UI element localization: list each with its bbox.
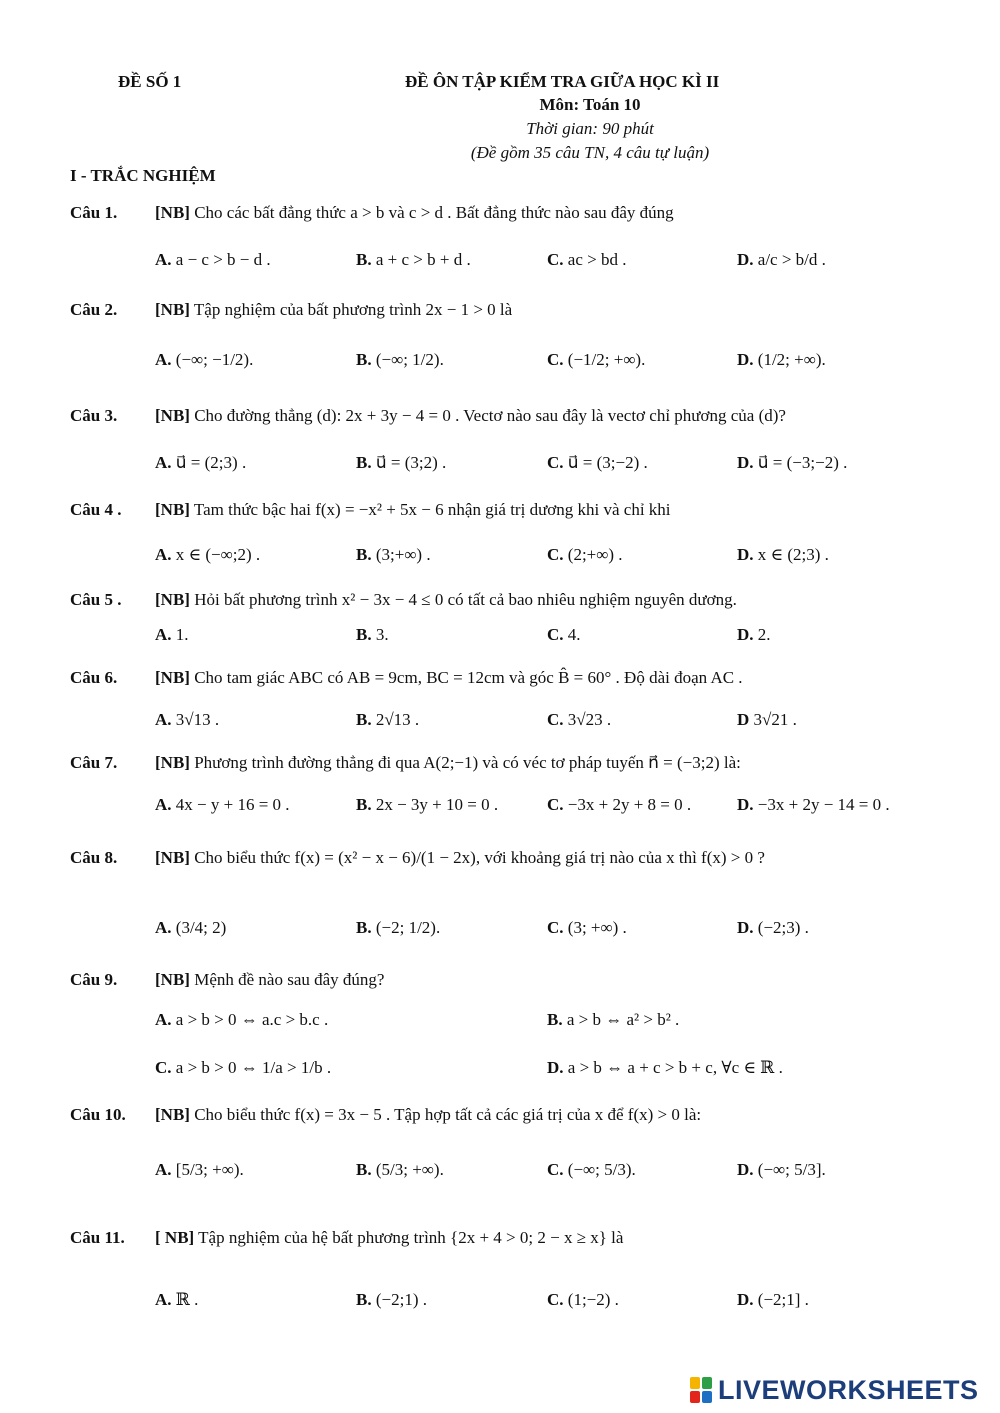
answer-option-text: (3;+∞) . [375, 545, 431, 564]
answer-option-label: A. [155, 918, 172, 937]
answer-option[interactable] [356, 1160, 444, 1180]
question-number: Câu 2. [70, 300, 118, 319]
answer-option-label: A. [155, 795, 172, 814]
answer-option-text: a > b ⇔ a² > b² . [566, 1010, 680, 1029]
answer-option-text: a > b > 0 ⇔ 1/a > 1/b . [175, 1058, 332, 1077]
answer-option[interactable] [356, 453, 446, 473]
answer-option[interactable] [356, 545, 431, 565]
answer-option[interactable] [547, 1058, 783, 1078]
question-line [155, 203, 674, 223]
answer-option[interactable] [356, 350, 444, 370]
question-line [155, 300, 512, 320]
answer-option-text: 2. [757, 625, 771, 644]
answer-option-text: −3x + 2y + 8 = 0 . [567, 795, 692, 814]
question-line [155, 848, 765, 868]
section-title: I - TRẮC NGHIỆM [70, 166, 216, 185]
question-text: Cho biểu thức f(x) = (x² − x − 6)/(1 − 2x), với khoảng giá trị nào của x thì f(x) > 0 ? [194, 848, 765, 867]
answer-option-text: (−∞; 1/2). [375, 350, 444, 369]
liveworksheets-logo [690, 1372, 979, 1408]
question-text: Tập nghiệm của bất phương trình 2x − 1 > 0 là [193, 300, 513, 319]
answer-option-label: B. [356, 545, 372, 564]
question-line [155, 753, 741, 773]
answer-option[interactable] [155, 625, 189, 645]
exam-number: ĐỀ SỐ 1 [118, 72, 182, 91]
answer-option-label: B. [356, 1160, 372, 1179]
answer-option[interactable] [155, 545, 260, 565]
answer-option-text: (−∞; 5/3). [567, 1160, 636, 1179]
answer-option-text: ac > bd . [567, 250, 627, 269]
answer-option[interactable] [155, 453, 246, 473]
answer-option-text: a + c > b + d . [375, 250, 471, 269]
question-line [155, 590, 737, 610]
answer-option-text: (−2;1] . [757, 1290, 809, 1309]
question-tag: [NB] [155, 848, 190, 867]
exam-note: (Đề gồm 35 câu TN, 4 câu tự luận) [470, 143, 710, 162]
answer-option-text: a > b > 0 ⇔ a.c > b.c . [175, 1010, 329, 1029]
answer-option-text: (1;−2) . [567, 1290, 619, 1309]
answer-option-label: D. [737, 350, 754, 369]
answer-option-text: (5/3; +∞). [375, 1160, 444, 1179]
answer-option[interactable] [356, 795, 498, 815]
answer-option-label: C. [547, 795, 564, 814]
question-number: Câu 4 . [70, 500, 122, 519]
question-tag: [NB] [155, 970, 190, 989]
answer-option[interactable] [737, 625, 771, 645]
answer-option[interactable] [547, 625, 581, 645]
answer-option-label: A. [155, 710, 172, 729]
answer-option[interactable] [155, 1058, 331, 1078]
answer-option-text: (−2; 1/2). [375, 918, 441, 937]
question-number: Câu 3. [70, 406, 118, 425]
question-text: Cho các bất đẳng thức a > b và c > d . Bất đẳng thức nào sau đây đúng [194, 203, 674, 222]
answer-option-text: (3; +∞) . [567, 918, 627, 937]
answer-option[interactable] [356, 250, 471, 270]
answer-option[interactable] [356, 1290, 427, 1310]
answer-option[interactable] [547, 545, 623, 565]
logo-text: LIVEWORKSHEETS [718, 1374, 979, 1405]
exam-subject: Môn: Toán 10 [539, 95, 641, 114]
answer-option[interactable] [155, 1290, 198, 1310]
answer-option-text: 3√21 . [753, 710, 797, 729]
answer-option-label: A. [155, 453, 172, 472]
answer-option[interactable] [155, 1160, 244, 1180]
answer-option-text: u⃗ = (3;2) . [375, 453, 447, 472]
answer-option-label: A. [155, 625, 172, 644]
answer-option-label: D. [737, 250, 754, 269]
answer-option-label: B. [356, 1290, 372, 1309]
answer-option-text: [5/3; +∞). [175, 1160, 244, 1179]
answer-option[interactable] [737, 545, 829, 565]
answer-option-text: ℝ . [175, 1290, 199, 1309]
answer-option-text: 3√13 . [175, 710, 220, 729]
answer-option[interactable] [547, 710, 611, 730]
answer-option-label: B. [547, 1010, 563, 1029]
answer-option-label: A. [155, 250, 172, 269]
question-line [155, 668, 743, 688]
answer-option-label: C. [547, 625, 564, 644]
answer-option-label: C. [547, 710, 564, 729]
answer-option[interactable] [737, 350, 826, 370]
question-tag: [NB] [155, 668, 190, 687]
answer-option-text: 2x − 3y + 10 = 0 . [375, 795, 499, 814]
question-line [155, 970, 384, 990]
answer-option[interactable] [737, 1160, 826, 1180]
answer-option-text: (3/4; 2) [175, 918, 227, 937]
answer-option-text: a > b ⇔ a + c > b + c, ∀c ∈ ℝ . [567, 1058, 783, 1077]
answer-option-label: B. [356, 250, 372, 269]
question-number: Câu 1. [70, 203, 118, 222]
question-text: Phương trình đường thẳng đi qua A(2;−1) và có véc tơ pháp tuyến n⃗ = (−3;2) là: [194, 753, 741, 772]
answer-option[interactable] [547, 350, 645, 370]
answer-option-label: A. [155, 1160, 172, 1179]
question-number: Câu 8. [70, 848, 118, 867]
answer-option-text: u⃗ = (2;3) . [175, 453, 247, 472]
answer-option-label: A. [155, 350, 172, 369]
question-tag: [NB] [155, 1105, 190, 1124]
answer-option-label: B. [356, 795, 372, 814]
liveworksheets-logo-icon [690, 1377, 712, 1403]
answer-option-label: C. [547, 1160, 564, 1179]
answer-option-label: D. [737, 453, 754, 472]
question-tag: [NB] [155, 590, 190, 609]
answer-option-text: (−∞; 5/3]. [757, 1160, 826, 1179]
answer-option-label: D. [737, 545, 754, 564]
exam-title: ĐỀ ÔN TẬP KIỂM TRA GIỮA HỌC KÌ II [405, 72, 720, 91]
answer-option-label: B. [356, 918, 372, 937]
answer-option[interactable] [356, 710, 419, 730]
answer-option-label: B. [356, 453, 372, 472]
question-number: Câu 9. [70, 970, 118, 989]
answer-option-label: C. [547, 453, 564, 472]
answer-option-text: (−∞; −1/2). [175, 350, 254, 369]
answer-option[interactable] [547, 795, 691, 815]
answer-option-text: a/c > b/d . [757, 250, 826, 269]
answer-option[interactable] [547, 453, 648, 473]
answer-option-text: u⃗ = (−3;−2) . [757, 453, 848, 472]
answer-option-text: (1/2; +∞). [757, 350, 826, 369]
answer-option-label: A. [155, 1290, 172, 1309]
question-line [155, 406, 786, 426]
answer-option[interactable] [737, 918, 809, 938]
answer-option[interactable] [155, 250, 271, 270]
answer-option-text: 4. [567, 625, 581, 644]
answer-option-text: 1. [175, 625, 189, 644]
answer-option[interactable] [547, 250, 626, 270]
question-line [155, 500, 671, 520]
question-tag: [NB] [155, 406, 190, 425]
answer-option-label: C. [547, 350, 564, 369]
answer-option-text: 3√23 . [567, 710, 612, 729]
answer-option[interactable] [155, 795, 290, 815]
answer-option-text: (−2;3) . [757, 918, 809, 937]
answer-option[interactable] [737, 250, 826, 270]
answer-option-label: D [737, 710, 750, 729]
question-line [155, 1105, 701, 1125]
answer-option[interactable] [356, 625, 389, 645]
answer-option[interactable] [155, 1010, 328, 1030]
answer-option[interactable] [547, 1010, 679, 1030]
answer-option-text: u⃗ = (3;−2) . [567, 453, 648, 472]
answer-option[interactable] [737, 710, 797, 730]
question-text: Cho đường thẳng (d): 2x + 3y − 4 = 0 . Vectơ nào sau đây là vectơ chỉ phương của (d)? [194, 406, 786, 425]
answer-option-label: D. [737, 918, 754, 937]
exam-time: Thời gian: 90 phút [526, 119, 654, 138]
question-tag: [ NB] [155, 1228, 195, 1247]
question-text: Mệnh đề nào sau đây đúng? [194, 970, 385, 989]
answer-option-label: C. [155, 1058, 172, 1077]
answer-option-text: (−1/2; +∞). [567, 350, 646, 369]
answer-option-label: C. [547, 918, 564, 937]
answer-option[interactable] [155, 350, 253, 370]
question-number: Câu 11. [70, 1228, 125, 1247]
question-tag: [NB] [155, 753, 190, 772]
answer-option-label: B. [356, 710, 372, 729]
answer-option[interactable] [737, 1290, 809, 1310]
answer-option[interactable] [737, 453, 847, 473]
answer-option-label: C. [547, 545, 564, 564]
question-text: Tập nghiệm của hệ bất phương trình {2x + 4 > 0; 2 − x ≥ x} là [198, 1228, 624, 1247]
answer-option-label: D. [737, 795, 754, 814]
question-number: Câu 5 . [70, 590, 122, 609]
answer-option-text: (2;+∞) . [567, 545, 623, 564]
answer-option-label: B. [356, 350, 372, 369]
answer-option-label: D. [737, 1160, 754, 1179]
answer-option-label: C. [547, 250, 564, 269]
answer-option[interactable] [547, 1290, 619, 1310]
answer-option-label: C. [547, 1290, 564, 1309]
question-text: Cho biểu thức f(x) = 3x − 5 . Tập hợp tất cả các giá trị của x để f(x) > 0 là: [194, 1105, 702, 1124]
question-number: Câu 7. [70, 753, 118, 772]
answer-option[interactable] [155, 918, 226, 938]
question-number: Câu 10. [70, 1105, 126, 1124]
answer-option-text: x ∈ (2;3) . [757, 545, 829, 564]
answer-option-label: A. [155, 1010, 172, 1029]
answer-option-label: D. [547, 1058, 564, 1077]
answer-option-text: 4x − y + 16 = 0 . [175, 795, 290, 814]
answer-option-text: 2√13 . [375, 710, 420, 729]
question-line [155, 1228, 623, 1248]
question-tag: [NB] [155, 500, 190, 519]
answer-option-text: (−2;1) . [375, 1290, 427, 1309]
question-tag: [NB] [155, 203, 190, 222]
question-tag: [NB] [155, 300, 190, 319]
answer-option-label: A. [155, 545, 172, 564]
answer-option-text: a − c > b − d . [175, 250, 271, 269]
answer-option-label: B. [356, 625, 372, 644]
answer-option[interactable] [356, 918, 440, 938]
question-text: Tam thức bậc hai f(x) = −x² + 5x − 6 nhận giá trị dương khi và chỉ khi [193, 500, 671, 519]
question-number: Câu 6. [70, 668, 118, 687]
answer-option-text: x ∈ (−∞;2) . [175, 545, 261, 564]
answer-option[interactable] [737, 795, 890, 815]
question-text: Cho tam giác ABC có AB = 9cm, BC = 12cm và góc B̂ = 60° . Độ dài đoạn AC . [194, 668, 743, 687]
answer-option-text: −3x + 2y − 14 = 0 . [757, 795, 890, 814]
answer-option[interactable] [547, 1160, 636, 1180]
answer-option-label: D. [737, 1290, 754, 1309]
answer-option-label: D. [737, 625, 754, 644]
answer-option[interactable] [547, 918, 627, 938]
answer-option-text: 3. [375, 625, 389, 644]
question-text: Hỏi bất phương trình x² − 3x − 4 ≤ 0 có tất cả bao nhiêu nghiệm nguyên dương. [194, 590, 737, 609]
answer-option[interactable] [155, 710, 219, 730]
